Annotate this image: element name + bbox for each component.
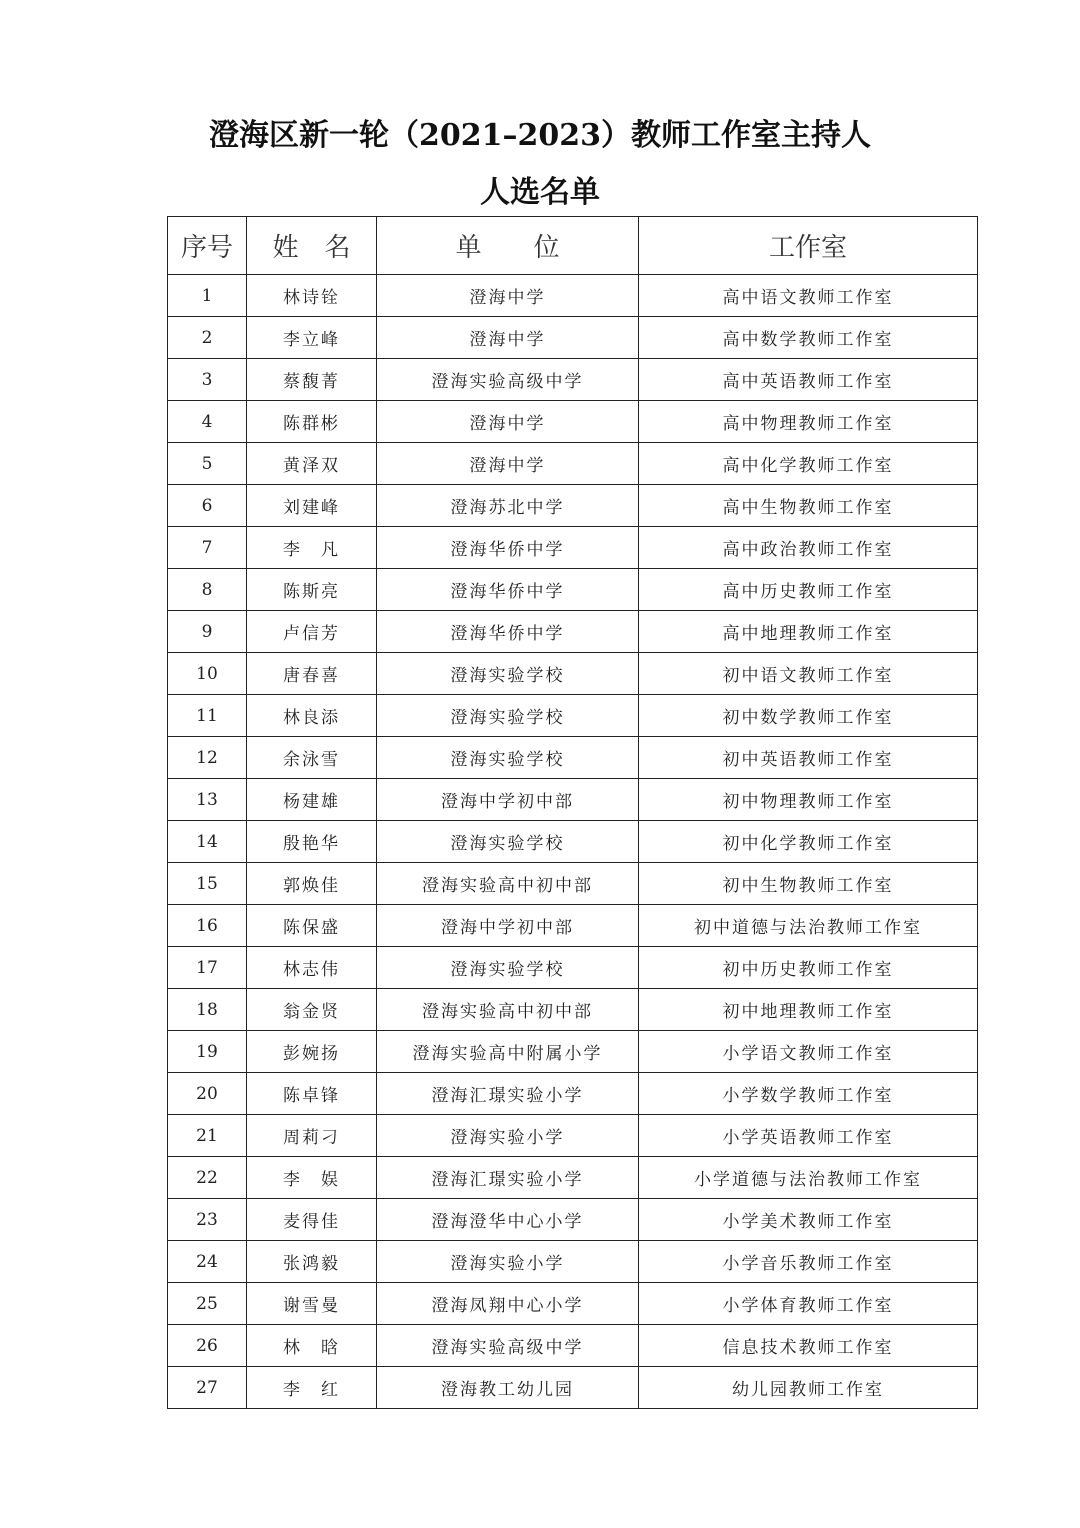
cell-unit: 澄海华侨中学 xyxy=(377,527,639,569)
cell-studio: 高中生物教师工作室 xyxy=(639,485,978,527)
cell-index: 24 xyxy=(168,1241,247,1283)
cell-name: 唐春喜 xyxy=(247,653,377,695)
cell-name: 蔡馥菁 xyxy=(247,359,377,401)
cell-index: 20 xyxy=(168,1073,247,1115)
roster-table xyxy=(167,216,978,1409)
cell-studio: 高中历史教师工作室 xyxy=(639,569,978,611)
cell-studio: 高中数学教师工作室 xyxy=(639,317,978,359)
cell-name: 李 娱 xyxy=(247,1157,377,1199)
cell-name: 杨建雄 xyxy=(247,779,377,821)
cell-unit: 澄海实验小学 xyxy=(377,1241,639,1283)
cell-studio: 高中地理教师工作室 xyxy=(639,611,978,653)
table-row xyxy=(168,1283,978,1325)
cell-studio: 高中政治教师工作室 xyxy=(639,527,978,569)
cell-index: 9 xyxy=(168,611,247,653)
cell-name: 谢雪曼 xyxy=(247,1283,377,1325)
table-row xyxy=(168,989,978,1031)
cell-studio: 高中英语教师工作室 xyxy=(639,359,978,401)
header-unit: 单 位 xyxy=(377,217,639,275)
document-title-line-2: 人选名单 xyxy=(480,175,600,210)
cell-index: 3 xyxy=(168,359,247,401)
header-row xyxy=(168,217,978,275)
table-row xyxy=(168,275,978,317)
cell-studio: 小学美术教师工作室 xyxy=(639,1199,978,1241)
cell-unit: 澄海实验高中初中部 xyxy=(377,863,639,905)
cell-unit: 澄海实验高级中学 xyxy=(377,1325,639,1367)
cell-studio: 初中地理教师工作室 xyxy=(639,989,978,1031)
cell-studio: 小学语文教师工作室 xyxy=(639,1031,978,1073)
cell-index: 18 xyxy=(168,989,247,1031)
cell-unit: 澄海汇璟实验小学 xyxy=(377,1157,639,1199)
table-row xyxy=(168,1073,978,1115)
cell-index: 27 xyxy=(168,1367,247,1409)
cell-index: 22 xyxy=(168,1157,247,1199)
cell-index: 16 xyxy=(168,905,247,947)
cell-unit: 澄海中学 xyxy=(377,401,639,443)
cell-index: 12 xyxy=(168,737,247,779)
cell-index: 1 xyxy=(168,275,247,317)
cell-studio: 高中化学教师工作室 xyxy=(639,443,978,485)
table-row xyxy=(168,317,978,359)
table-row xyxy=(168,401,978,443)
cell-name: 陈群彬 xyxy=(247,401,377,443)
cell-unit: 澄海实验高中附属小学 xyxy=(377,1031,639,1073)
cell-unit: 澄海华侨中学 xyxy=(377,611,639,653)
cell-index: 8 xyxy=(168,569,247,611)
cell-studio: 小学英语教师工作室 xyxy=(639,1115,978,1157)
cell-unit: 澄海汇璟实验小学 xyxy=(377,1073,639,1115)
cell-studio: 初中英语教师工作室 xyxy=(639,737,978,779)
cell-unit: 澄海华侨中学 xyxy=(377,569,639,611)
cell-name: 翁金贤 xyxy=(247,989,377,1031)
cell-studio: 初中语文教师工作室 xyxy=(639,653,978,695)
cell-unit: 澄海实验学校 xyxy=(377,821,639,863)
cell-name: 郭焕佳 xyxy=(247,863,377,905)
table-row xyxy=(168,905,978,947)
table-row xyxy=(168,359,978,401)
cell-unit: 澄海实验学校 xyxy=(377,653,639,695)
table-row xyxy=(168,443,978,485)
cell-studio: 小学道德与法治教师工作室 xyxy=(639,1157,978,1199)
table-row xyxy=(168,1115,978,1157)
cell-index: 4 xyxy=(168,401,247,443)
cell-index: 7 xyxy=(168,527,247,569)
cell-index: 26 xyxy=(168,1325,247,1367)
cell-unit: 澄海教工幼儿园 xyxy=(377,1367,639,1409)
cell-index: 11 xyxy=(168,695,247,737)
cell-index: 13 xyxy=(168,779,247,821)
cell-name: 黄泽双 xyxy=(247,443,377,485)
cell-unit: 澄海实验高中初中部 xyxy=(377,989,639,1031)
cell-name: 卢信芳 xyxy=(247,611,377,653)
table-row xyxy=(168,1367,978,1409)
cell-name: 周莉刁 xyxy=(247,1115,377,1157)
cell-studio: 初中数学教师工作室 xyxy=(639,695,978,737)
cell-name: 林 晗 xyxy=(247,1325,377,1367)
document-title-line-1: 澄海区新一轮（2021–2023）教师工作室主持人 xyxy=(209,118,871,153)
cell-unit: 澄海实验学校 xyxy=(377,737,639,779)
cell-name: 李 凡 xyxy=(247,527,377,569)
cell-studio: 初中物理教师工作室 xyxy=(639,779,978,821)
table-row xyxy=(168,527,978,569)
cell-index: 2 xyxy=(168,317,247,359)
table-row xyxy=(168,485,978,527)
table-row xyxy=(168,611,978,653)
cell-studio: 高中物理教师工作室 xyxy=(639,401,978,443)
table-row xyxy=(168,947,978,989)
cell-name: 余泳雪 xyxy=(247,737,377,779)
cell-index: 5 xyxy=(168,443,247,485)
cell-studio: 小学数学教师工作室 xyxy=(639,1073,978,1115)
cell-studio: 初中历史教师工作室 xyxy=(639,947,978,989)
cell-name: 陈卓锋 xyxy=(247,1073,377,1115)
cell-studio: 小学体育教师工作室 xyxy=(639,1283,978,1325)
header-name: 姓 名 xyxy=(247,217,377,275)
cell-index: 14 xyxy=(168,821,247,863)
cell-name: 殷艳华 xyxy=(247,821,377,863)
cell-unit: 澄海中学初中部 xyxy=(377,779,639,821)
table-row xyxy=(168,1199,978,1241)
header-studio: 工作室 xyxy=(639,217,978,275)
table-row xyxy=(168,863,978,905)
cell-unit: 澄海中学 xyxy=(377,317,639,359)
cell-studio: 初中化学教师工作室 xyxy=(639,821,978,863)
cell-index: 6 xyxy=(168,485,247,527)
cell-studio: 信息技术教师工作室 xyxy=(639,1325,978,1367)
cell-index: 15 xyxy=(168,863,247,905)
table-row xyxy=(168,569,978,611)
cell-unit: 澄海凤翔中心小学 xyxy=(377,1283,639,1325)
cell-index: 21 xyxy=(168,1115,247,1157)
cell-name: 麦得佳 xyxy=(247,1199,377,1241)
cell-index: 23 xyxy=(168,1199,247,1241)
cell-studio: 幼儿园教师工作室 xyxy=(639,1367,978,1409)
cell-unit: 澄海中学 xyxy=(377,443,639,485)
cell-name: 张鸿毅 xyxy=(247,1241,377,1283)
cell-name: 林志伟 xyxy=(247,947,377,989)
table-row xyxy=(168,821,978,863)
cell-unit: 澄海中学初中部 xyxy=(377,905,639,947)
cell-unit: 澄海实验高级中学 xyxy=(377,359,639,401)
cell-unit: 澄海实验学校 xyxy=(377,695,639,737)
table-row xyxy=(168,737,978,779)
cell-studio: 高中语文教师工作室 xyxy=(639,275,978,317)
cell-unit: 澄海实验学校 xyxy=(377,947,639,989)
table-row xyxy=(168,1031,978,1073)
table-row xyxy=(168,1157,978,1199)
cell-studio: 小学音乐教师工作室 xyxy=(639,1241,978,1283)
table-body xyxy=(168,275,978,1409)
table-row xyxy=(168,1325,978,1367)
header-index: 序号 xyxy=(168,217,247,275)
table-row xyxy=(168,653,978,695)
cell-unit: 澄海苏北中学 xyxy=(377,485,639,527)
cell-name: 李立峰 xyxy=(247,317,377,359)
cell-index: 10 xyxy=(168,653,247,695)
cell-name: 刘建峰 xyxy=(247,485,377,527)
table-row xyxy=(168,1241,978,1283)
cell-name: 林良添 xyxy=(247,695,377,737)
cell-index: 17 xyxy=(168,947,247,989)
cell-index: 25 xyxy=(168,1283,247,1325)
table-row xyxy=(168,779,978,821)
cell-name: 陈斯亮 xyxy=(247,569,377,611)
cell-name: 陈保盛 xyxy=(247,905,377,947)
table-row xyxy=(168,695,978,737)
cell-index: 19 xyxy=(168,1031,247,1073)
cell-name: 李 红 xyxy=(247,1367,377,1409)
table-header xyxy=(168,217,978,275)
cell-unit: 澄海澄华中心小学 xyxy=(377,1199,639,1241)
cell-studio: 初中道德与法治教师工作室 xyxy=(639,905,978,947)
cell-unit: 澄海实验小学 xyxy=(377,1115,639,1157)
cell-unit: 澄海中学 xyxy=(377,275,639,317)
cell-name: 彭婉扬 xyxy=(247,1031,377,1073)
cell-studio: 初中生物教师工作室 xyxy=(639,863,978,905)
cell-name: 林诗铨 xyxy=(247,275,377,317)
